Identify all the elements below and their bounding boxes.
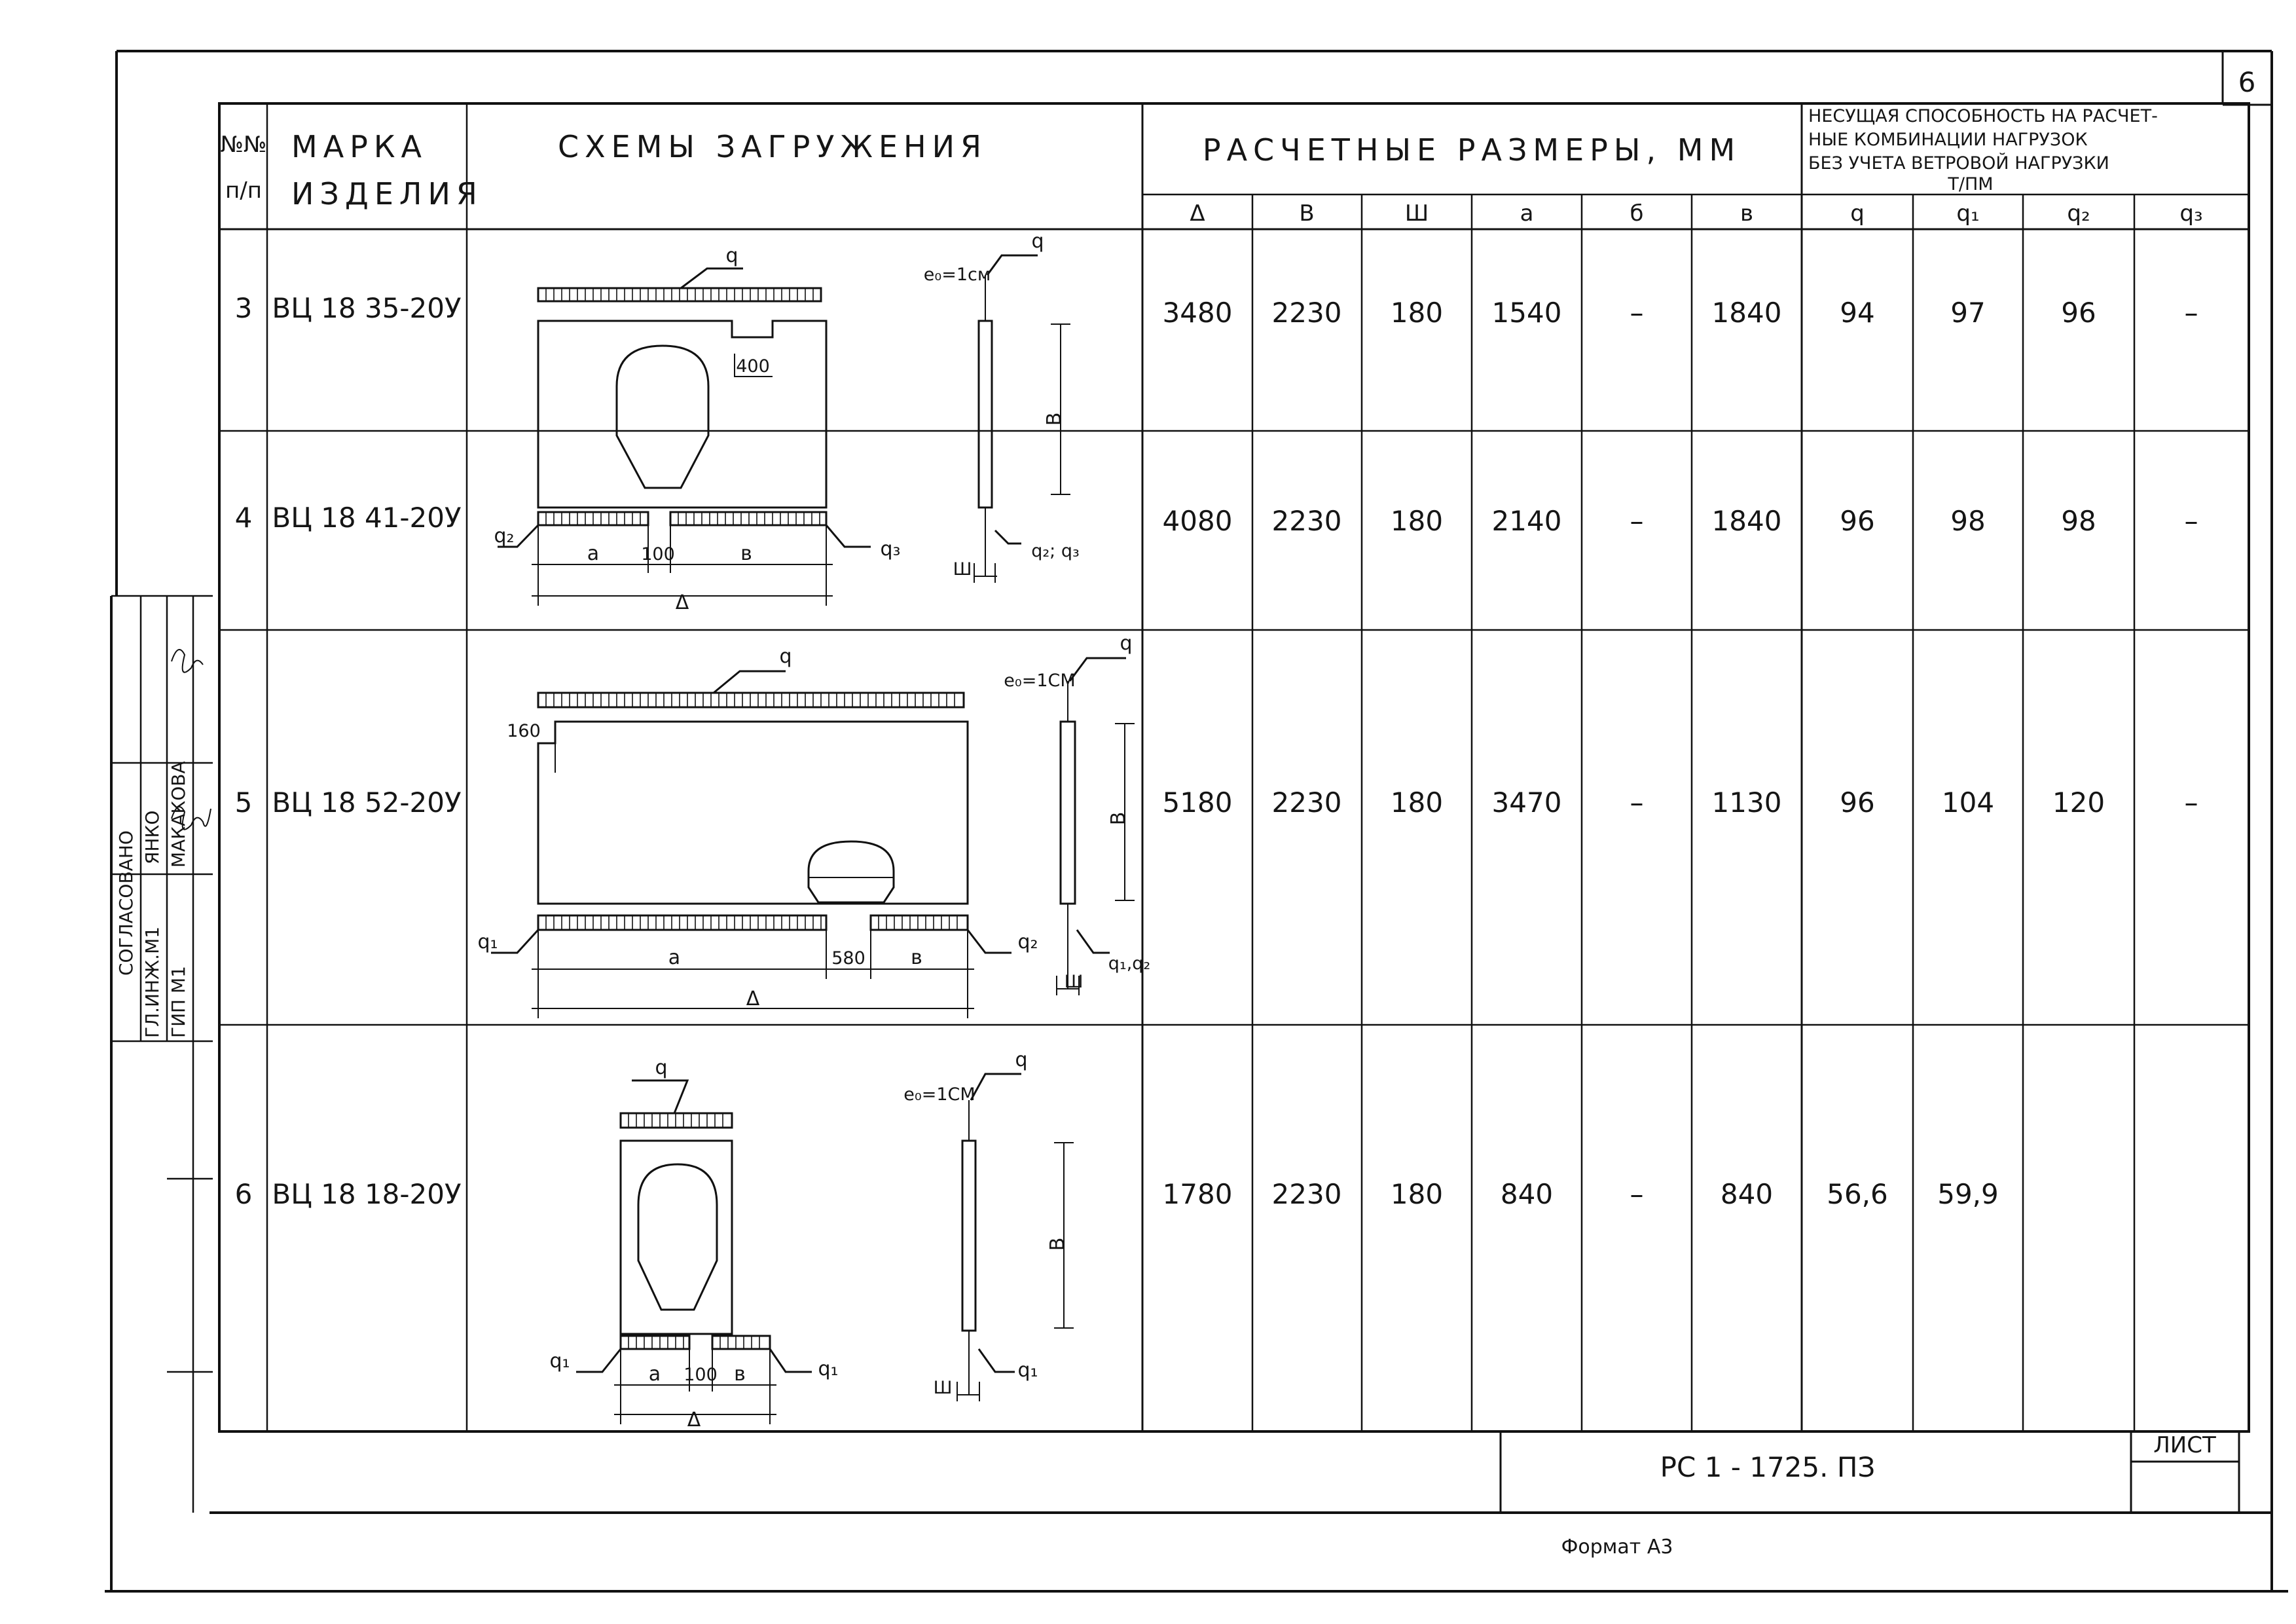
col-header-v: в (1740, 200, 1754, 227)
label-b: в (911, 946, 922, 969)
cell-q: 96 (1840, 786, 1875, 819)
cell-q3: – (2184, 786, 2198, 819)
row-mark: ВЦ 18 18-20У (272, 1178, 462, 1210)
cell-q2: 96 (2061, 297, 2096, 329)
cell-sh: 180 (1390, 1178, 1444, 1210)
col-header-q3: q₃ (2179, 200, 2203, 227)
cell-B: 2230 (1271, 1178, 1342, 1210)
header-num-line1: №№ (220, 132, 267, 158)
label-q1: q₁ (549, 1350, 570, 1373)
label-B: В (1046, 1237, 1069, 1251)
label-a: а (587, 542, 600, 565)
label-B: В (1043, 412, 1066, 426)
cell-q1: 104 (1941, 786, 1995, 819)
label-sh: Ш (933, 1378, 953, 1398)
cell-a: 1540 (1491, 297, 1562, 329)
sheet-label: ЛИСТ (2153, 1432, 2216, 1458)
label-q1-side: q₁ (1017, 1359, 1038, 1382)
format-label: Формат А3 (1561, 1536, 1673, 1559)
label-e0: e₀=1СМ (903, 1084, 975, 1105)
cell-sh: 180 (1390, 505, 1444, 537)
label-q1q2: q₁,q₂ (1108, 953, 1151, 974)
label-400: 400 (736, 356, 770, 377)
label-delta: Δ (675, 591, 689, 614)
row-number: 5 (234, 786, 253, 819)
label-a: а (648, 1363, 661, 1386)
cell-q1: 98 (1950, 505, 1986, 537)
row-mark: ВЦ 18 52-20У (272, 786, 462, 819)
label-B: В (1107, 811, 1130, 826)
label-q2: q₂ (494, 525, 515, 547)
cell-delta: 1780 (1162, 1178, 1233, 1210)
col-header-q1: q₁ (1956, 200, 1980, 227)
header-mark-line1: МАРКА (291, 129, 428, 164)
header-schemes: СХЕМЫ ЗАГРУЖЕНИЯ (558, 129, 987, 164)
cell-q3: – (2184, 297, 2198, 329)
header-capacity-line4: Т/ПМ (1948, 174, 1994, 194)
label-q3: q₃ (880, 538, 901, 561)
label-q-side: q (1031, 230, 1044, 253)
cell-B: 2230 (1271, 786, 1342, 819)
header-capacity-line1: НЕСУЩАЯ СПОСОБНОСТЬ НА РАСЧЕТ- (1808, 106, 2158, 126)
label-q1-right: q₁ (818, 1357, 839, 1380)
label-q: q (779, 645, 792, 668)
label-sh: Ш (953, 559, 972, 580)
row-mark: ВЦ 18 35-20У (272, 292, 462, 324)
label-q-side: q (1015, 1048, 1028, 1071)
cell-v: 1130 (1711, 786, 1782, 819)
header-capacity-line2: НЫЕ КОМБИНАЦИИ НАГРУЗОК (1808, 130, 2088, 150)
col-header-a: а (1520, 200, 1534, 227)
cell-sh: 180 (1390, 786, 1444, 819)
cell-q2: 98 (2061, 505, 2096, 537)
label-a: а (668, 946, 681, 969)
cell-q3: – (2184, 505, 2198, 537)
approval-role2: ГИП М1 (168, 966, 189, 1038)
cell-b: – (1630, 786, 1644, 819)
col-header-q2: q₂ (2067, 200, 2090, 227)
label-delta: Δ (746, 987, 760, 1010)
sheet-number: 6 (2238, 66, 2256, 98)
cell-B: 2230 (1271, 297, 1342, 329)
label-e0: e₀=1см (923, 265, 991, 285)
col-header-q: q (1850, 200, 1865, 227)
approval-title: СОГЛАСОВАНО (115, 830, 137, 976)
col-header-sh: Ш (1404, 200, 1429, 227)
label-q: q (725, 244, 738, 267)
row-number: 6 (234, 1178, 253, 1210)
cell-v: 1840 (1711, 297, 1782, 329)
label-160: 160 (507, 721, 541, 741)
cell-q2: 120 (2052, 786, 2105, 819)
label-580: 580 (831, 948, 866, 969)
cell-q1: 59,9 (1937, 1178, 1999, 1210)
label-100: 100 (641, 544, 675, 564)
row-number: 3 (234, 292, 253, 324)
label-q1: q₁ (477, 931, 498, 953)
cell-q: 56,6 (1827, 1178, 1888, 1210)
row-number: 4 (234, 502, 253, 534)
cell-b: – (1630, 1178, 1644, 1210)
header-mark-line2: ИЗДЕЛИЯ (291, 176, 483, 212)
cell-q: 94 (1840, 297, 1875, 329)
label-q: q (655, 1056, 668, 1079)
label-delta: Δ (687, 1409, 701, 1431)
cell-b: – (1630, 505, 1644, 537)
cell-q: 96 (1840, 505, 1875, 537)
cell-delta: 5180 (1162, 786, 1233, 819)
col-header-b: б (1630, 200, 1644, 227)
cell-delta: 4080 (1162, 505, 1233, 537)
cell-a: 840 (1500, 1178, 1554, 1210)
header-capacity-line3: БЕЗ УЧЕТА ВЕТРОВОЙ НАГРУЗКИ (1808, 153, 2109, 174)
cell-v: 1840 (1711, 505, 1782, 537)
approval-role1: ГЛ.ИНЖ.М1 (141, 926, 163, 1038)
label-sh: Ш (1064, 972, 1084, 992)
approval-name1: ЯНКО (141, 810, 163, 864)
cell-delta: 3480 (1162, 297, 1233, 329)
cell-q1: 97 (1950, 297, 1986, 329)
header-num-line2: п/п (225, 177, 262, 204)
label-q-side: q (1120, 632, 1133, 655)
label-q2q3: q₂; q₃ (1031, 541, 1080, 561)
cell-v: 840 (1720, 1178, 1774, 1210)
cell-a: 2140 (1491, 505, 1562, 537)
label-100: 100 (683, 1365, 718, 1385)
row-mark: ВЦ 18 41-20У (272, 502, 462, 534)
col-header-B: В (1299, 200, 1315, 227)
document-code: РС 1 - 1725. ПЗ (1660, 1451, 1876, 1483)
approval-name2: МАКАКОВА (168, 761, 189, 868)
col-header-delta: Δ (1190, 200, 1205, 227)
cell-b: – (1630, 297, 1644, 329)
label-q2: q₂ (1017, 931, 1038, 953)
cell-a: 3470 (1491, 786, 1562, 819)
cell-B: 2230 (1271, 505, 1342, 537)
cell-sh: 180 (1390, 297, 1444, 329)
label-b: в (734, 1363, 746, 1386)
label-e0: e₀=1СМ (1004, 671, 1076, 691)
label-b: в (740, 542, 752, 565)
header-dims: РАСЧЕТНЫЕ РАЗМЕРЫ, ММ (1202, 132, 1741, 168)
